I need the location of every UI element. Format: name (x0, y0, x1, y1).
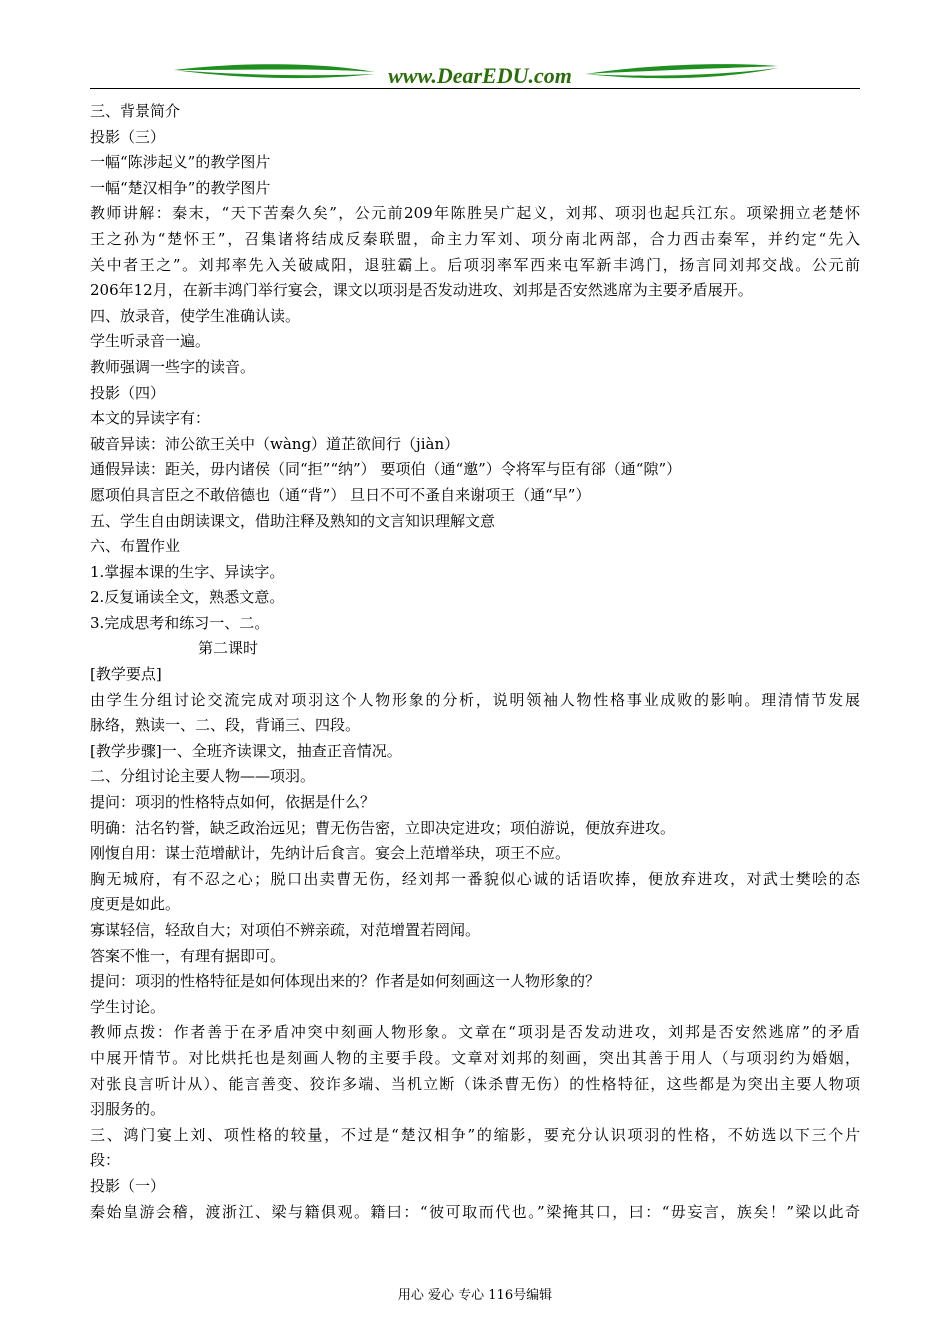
logo-text: www.DearEDU.com (388, 63, 572, 88)
text-line: 教师点拨：作者善于在矛盾冲突中刻画人物形象。文章在“项羽是否发动进攻，刘邦是否安然逃席”的矛盾 (90, 1023, 860, 1042)
text-line: 答案不惟一，有理有据即可。 (90, 946, 286, 965)
text-line: 提问：项羽的性格特征是如何体现出来的？作者是如何刻画这一人物形象的？ (90, 972, 601, 991)
text-line: 愿项伯具言臣之不敢倍德也（通“背”） 旦日不可不蚤自来谢项王（通“早”） (90, 485, 591, 504)
text-line: 学生讨论。 (90, 997, 166, 1016)
text-line: 三、鸿门宴上刘、项性格的较量，不过是“楚汉相争”的缩影，要充分认识项羽的性格，不妨选以下三个片 (90, 1125, 860, 1144)
text-line: 教师强调一些字的读音。 (90, 357, 256, 376)
text-line: [教学要点] (90, 665, 162, 684)
text-line: 度更是如此。 (90, 895, 181, 914)
text-line: 刚愎自用：谋士范增献计，先纳计后食言。宴会上范增举玦，项王不应。 (90, 844, 571, 863)
text-line: 提问：项羽的性格特点如何，依据是什么？ (90, 793, 376, 812)
text-line: 胸无城府，有不忍之心；脱口出卖曹无伤，经刘邦一番貌似心诚的话语吹捧，便放弃进攻，对武士樊哙的态 (90, 869, 860, 888)
text-line: 五、学生自由朗读课文，借助注释及熟知的文言知识理解文意 (90, 511, 496, 530)
site-header-logo (90, 56, 860, 92)
text-line: 206年12月，在新丰鸿门举行宴会，课文以项羽是否发动进攻、刘邦是否安然逃席为主要矛盾展开。 (90, 281, 753, 300)
text-line: 寡谋轻信，轻敌自大；对项伯不辨亲疏，对范增置若罔闻。 (90, 921, 481, 939)
text-line: 通假异读：距关，毋内诸侯（同“拒”“纳”） 要项伯（通“邀”）令将军与臣有郤（通“隙”） (90, 460, 682, 479)
text-line: 一幅“陈涉起义”的教学图片 (90, 153, 271, 172)
text-line: 对张良言听计从）、能言善变、狡诈多端、当机立断（诛杀曹无伤）的性格特征，这些都是为突出主要人物项 (90, 1074, 860, 1093)
text-line: 2.反复诵读全文，熟悉文意。 (90, 588, 285, 607)
text-line: 中展开情节。对比烘托也是刻画人物的主要手段。文章对刘邦的刻画，突出其善于用人（与项羽约为婚姻， (90, 1048, 860, 1067)
text-line: 学生听录音一遍。 (90, 332, 211, 351)
text-line: 王之孙为“楚怀王”，召集诸将结成反秦联盟，命主力军刘、项分南北两部，合力西击秦军，并约定“先入 (90, 229, 860, 248)
header-divider (90, 88, 860, 89)
text-line: 关中者王之”。刘邦率先入关破咸阳，退驻霸上。后项羽率军西来屯军新丰鸿门，扬言同刘邦交战。公元前 (90, 255, 860, 274)
text-line: 羽服务的。 (90, 1100, 166, 1119)
text-line: 3.完成思考和练习一、二。 (90, 613, 270, 632)
text-line: 二、分组讨论主要人物——项羽。 (90, 767, 316, 786)
text-line: 秦始皇游会稽，渡浙江、梁与籍俱观。籍曰：“彼可取而代也。”梁掩其口，曰：“毋妄言，族矣！”梁以此奇 (90, 1202, 860, 1221)
text-line: 第二课时 (198, 639, 259, 658)
text-line: 明确：沽名钓誉，缺乏政治远见；曹无伤告密，立即决定进攻；项伯游说，便放弃进攻。 (90, 818, 676, 837)
text-line: 一幅“楚汉相争”的教学图片 (90, 178, 271, 197)
text-line: 本文的异读字有： (90, 409, 211, 428)
text-line: 段： (90, 1151, 121, 1170)
text-line: 脉络，熟读一、二、段，背诵三、四段。 (90, 716, 361, 735)
text-line: 教师讲解：秦末，“天下苦秦久矣”，公元前209年陈胜吴广起义，刘邦、项羽也起兵江东。项梁拥立老楚怀 (90, 204, 860, 223)
text-line: 投影（四） (90, 383, 166, 402)
text-line: 三、背景简介 (90, 102, 181, 120)
text-line: 四、放录音，使学生准确认读。 (90, 306, 301, 325)
text-line: 破音异读：沛公欲王关中（wàng）道芷欲间行（jiàn） (90, 434, 460, 453)
text-line: 投影（一） (90, 1176, 166, 1195)
text-line: 投影（三） (90, 127, 166, 146)
swoosh-logo-icon (90, 56, 860, 92)
text-line: [教学步骤]一、全班齐读课文，抽查正音情况。 (90, 741, 402, 760)
text-line: 六、布置作业 (90, 537, 181, 556)
document-body (90, 99, 860, 1225)
text-line: 1.掌握本课的生字、异读字。 (90, 562, 285, 581)
text-line: 由学生分组讨论交流完成对项羽这个人物形象的分析，说明领袖人物性格事业成败的影响。理清情节发展 (90, 690, 860, 709)
page-footer: 用心 爱心 专心 116号编辑 (397, 1288, 553, 1303)
